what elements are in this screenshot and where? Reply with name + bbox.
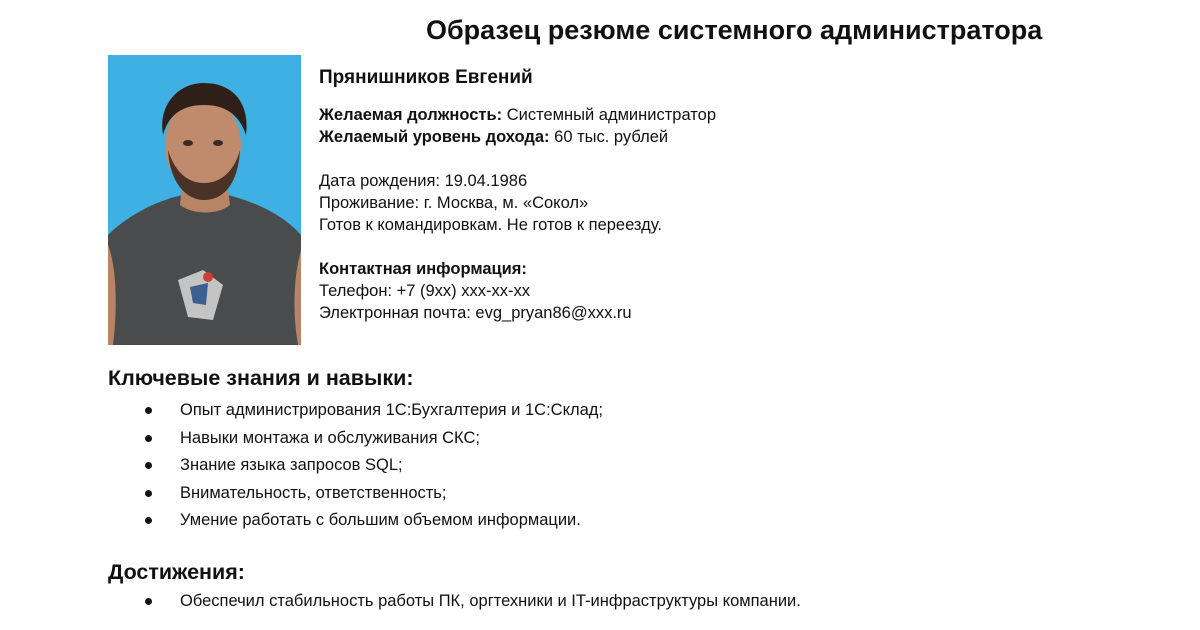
desired-position-label: Желаемая должность: xyxy=(319,106,503,124)
achievements-heading: Достижения: xyxy=(108,560,245,584)
skills-heading: Ключевые знания и навыки: xyxy=(108,366,414,390)
person-portrait-icon xyxy=(108,55,301,345)
profile-photo xyxy=(108,55,301,345)
profile-info xyxy=(319,66,959,324)
desired-salary xyxy=(319,126,959,148)
travel-readiness: Готов к командировкам. Не готов к переезду. xyxy=(319,216,662,234)
skill-text: Знание языка запросов SQL; xyxy=(180,456,403,474)
birthdate: Дата рождения: 19.04.1986 xyxy=(319,172,528,190)
phone: Телефон: +7 (9хх) ххх-хх-хх xyxy=(319,282,531,300)
bullet-icon xyxy=(145,490,152,497)
skill-text: Внимательность, ответственность; xyxy=(180,483,447,502)
bullet-icon xyxy=(145,598,152,605)
skill-text: Опыт администрирования 1С:Бухгалтерия и 1С:Склад; xyxy=(180,401,603,419)
bullet-icon xyxy=(145,407,152,414)
bullet-icon xyxy=(145,435,152,442)
contacts-heading-label: Контактная информация: xyxy=(319,260,527,278)
contacts-heading xyxy=(319,258,959,280)
desired-salary-value: 60 тыс. рублей xyxy=(554,128,669,146)
bullet-icon xyxy=(145,462,152,469)
residence: Проживание: г. Москва, м. «Сокол» xyxy=(319,194,589,212)
skill-text: Умение работать с большим объемом информации. xyxy=(180,511,581,529)
bullet-icon xyxy=(145,517,152,524)
skill-text: Навыки монтажа и обслуживания СКС; xyxy=(180,428,480,447)
achievement-text: Обеспечил стабильность работы ПК, оргтехники и IT-инфраструктуры компании. xyxy=(180,592,801,610)
desired-salary-label: Желаемый уровень дохода: xyxy=(319,128,550,146)
email: Электронная почта: evg_pryan86@xxx.ru xyxy=(319,304,632,322)
page-title: Образец резюме системного администратора xyxy=(426,15,1043,45)
desired-position-value: Системный администратор xyxy=(506,106,716,124)
candidate-name: Прянишников Евгений xyxy=(319,67,533,88)
desired-position xyxy=(319,104,959,126)
